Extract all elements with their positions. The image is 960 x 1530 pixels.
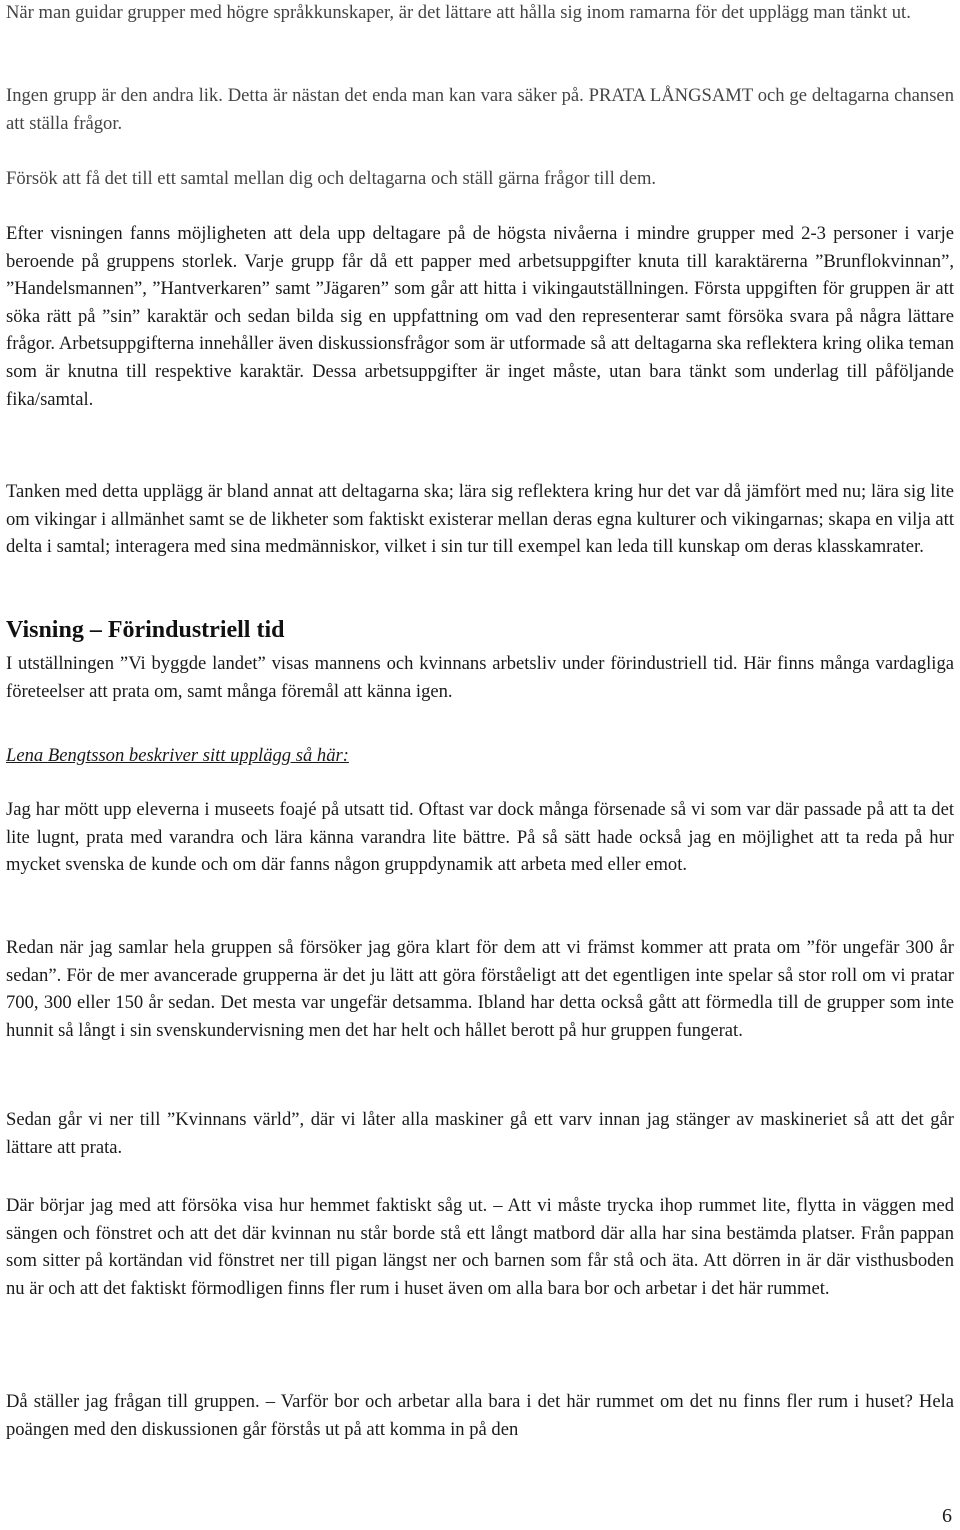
section-byline: Lena Bengtsson beskriver sitt upplägg så här: — [6, 745, 349, 766]
section-heading: Visning – Förindustriell tid — [6, 617, 285, 643]
paragraph-idea: Tanken med detta upplägg är bland annat att deltagarna ska; lära sig reflektera kring hur det var då jämfört med nu; lära sig lite om vikingar i allmänhet samt se de likheter som faktiskt existerar mellan deras egna kulturer och vikingarnas; skapa en vilja att delta i samtal; interagera med sina medmänniskor, vilket i sin tur till exempel kan leda till kunskap om deras klasskamrater. — [6, 481, 954, 558]
paragraph-home: Där börjar jag med att försöka visa hur hemmet faktiskt såg ut. – Att vi måste trycka ihop rummet lite, flytta in väggen med sängen och fönstret och att det där kvinnan nu står borde stå ett långt matbord där alla har sina bestämda platser. Från pappan som sitter på kortändan vid fönstret ner till pigan längst ner och barnen som får stå och äta. Att dörren in är där visthusboden nu är och att det faktiskt förmodligen finns fler rum i huset även om alla bara bor och arbetar i det här rummet. — [6, 1195, 954, 1299]
paragraph-womens-world: Sedan går vi ner till ”Kvinnans värld”, där vi låter alla maskiner gå ett varv innan jag stänger av maskineriet så att det går lättare att prata. — [6, 1109, 954, 1158]
paragraph-conversation-tip: Försök att få det till ett samtal mellan dig och deltagarna och ställ gärna frågor till dem. — [6, 168, 657, 189]
section-intro: I utställningen ”Vi byggde landet” visas mannens och kvinnans arbetsliv under förindustriell tid. Här finns många vardagliga företeelser att prata om, samt många föremål att känna igen. — [6, 653, 954, 702]
paragraph-after-tour: Efter visningen fanns möjligheten att dela upp deltagare på de högsta nivåerna i mindre grupper med 2-3 personer i varje beroende på gruppens storlek. Varje grupp får då ett papper med arbetsuppgifter knuta till karaktärerna ”Brunflokvinnan”, ”Handelsmannen”, ”Hantverkaren” samt ”Jägaren” som går att hitta i vikingautställningen. Första uppgiften för gruppen är att söka rätt på ”sin” karaktär och sedan bilda sig en uppfattning om vad den representerar samt försöka svara på några lättare frågor. Arbetsuppgifterna innehåller även diskussionsfrågor som är utformade så att deltagarna ska reflektera kring olika teman som är knutna till respektive karaktär. Dessa arbetsuppgifter är inget måste, utan bara tänkt som underlag till påföljande fika/samtal. — [6, 223, 954, 410]
paragraph-question: Då ställer jag frågan till gruppen. – Varför bor och arbetar alla bara i det här rummet om det nu finns fler rum i huset? Hela poängen med den diskussionen går förstås ut på att komma in på den — [6, 1391, 954, 1440]
page-number: 6 — [942, 1505, 952, 1527]
paragraph-no-group-alike: Ingen grupp är den andra lik. Detta är nästan det enda man kan vara säker på. PRATA LÅNGSAMT och ge deltagarna chansen att ställa frågor. — [6, 85, 954, 134]
paragraph-300-years: Redan när jag samlar hela gruppen så försöker jag göra klart för dem att vi främst kommer att prata om ”för ungefär 300 år sedan”. För de mer avancerade grupperna är det ju lätt att göra förståeligt att det egentligen inte spelar så stor roll om vi pratar 700, 300 eller 150 år sedan. Det mesta var ungefär detsamma. Ibland har detta också gått att förmedla till de grupper som inte hunnit så långt i sin svenskundervisning men det har helt och hållet berott på hur gruppen fungerat. — [6, 937, 954, 1041]
paragraph-foyer: Jag har mött upp eleverna i museets foajé på utsatt tid. Oftast var dock många försenade så vi som var där passade på att ta det lite lugnt, prata med varandra och lära känna varandra lite bättre. På så sätt hade också jag en möjlighet att ta reda på hur mycket svenska de kunde och om där fanns någon gruppdynamik att arbeta med eller emot. — [6, 799, 954, 876]
paragraph-advanced-groups: När man guidar grupper med högre språkkunskaper, är det lättare att hålla sig inom ramarna för det upplägg man tänkt ut. — [6, 2, 911, 23]
